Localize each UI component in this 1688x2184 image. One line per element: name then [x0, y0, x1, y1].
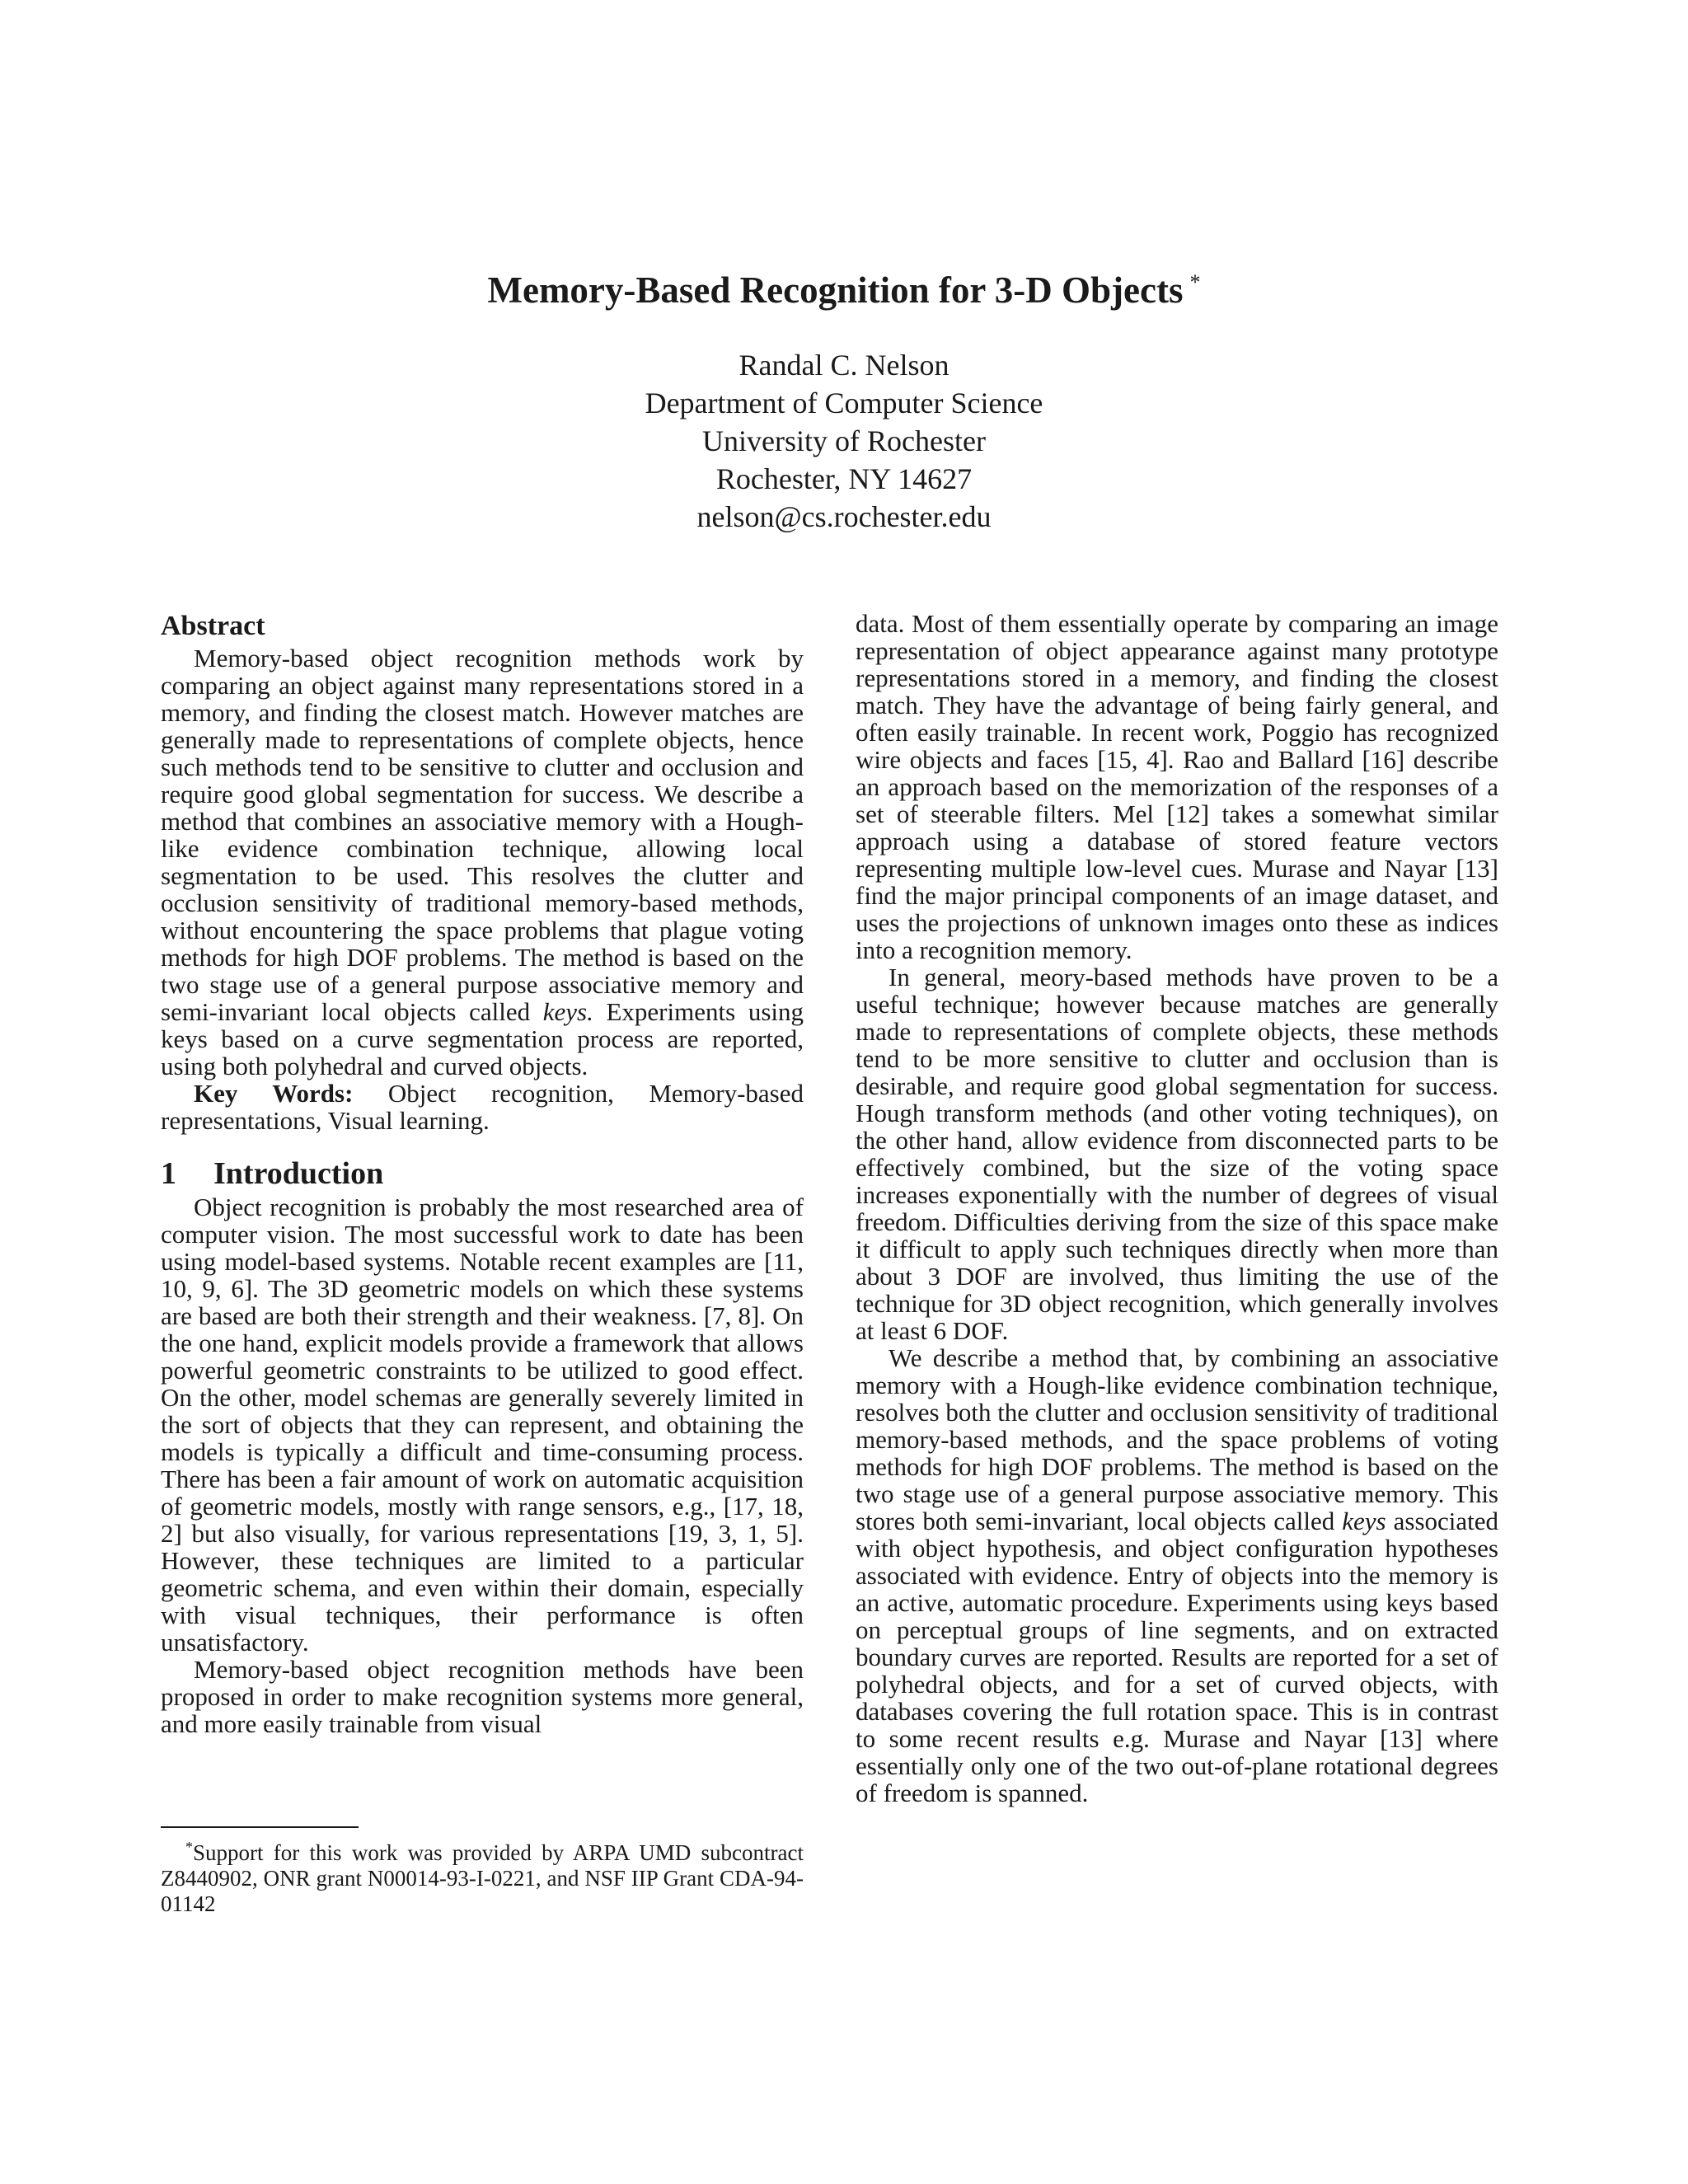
right-column — [856, 610, 1498, 1807]
section-number: 1 — [161, 1156, 176, 1191]
keywords-text: Object recognition, Memory-based representations, Visual learning. — [161, 1079, 804, 1135]
abstract-paragraph — [161, 644, 804, 1080]
intro-paragraph-3: In general, meory-based methods have proven to be a useful technique; however because matches are generally made to representations of complete objects, these methods tend to be more sensitive to clutter and occlusion than is desirable, and require good global segmentation for success. Hough transform methods (and other voting techniques), on the other hand, allow evidence from disconnected parts to be effectively combined, but the size of the voting space increases exponentially with the number of degrees of visual freedom. Difficulties deriving from the size of this space make it difficult to apply such techniques directly when more than about 3 DOF are involved, thus limiting the use of the technique for 3D object recognition, which generally involves at least 6 DOF. — [856, 963, 1498, 1345]
footnote — [161, 1835, 804, 1917]
keywords-paragraph — [161, 1080, 804, 1134]
section-heading-introduction — [161, 1155, 804, 1192]
intro-paragraph-1: Object recognition is probably the most researched area of computer vision. The most successful work to date has been using model-based systems. Notable recent examples are [11, 10, 9, 6]. The 3D geometric models on which these systems are based are both their strength and their weakness. [7, 8]. On the one hand, explicit models provide a framework that allows powerful geometric constraints to be utilized to good effect. On the other, model schemas are generally severely limited in the sort of objects that they can represent, and obtaining the models is typically a difficult and time-consuming process. There has been a fair amount of work on automatic acquisition of geometric models, mostly with range sensors, e.g., [17, 18, 2] but also visually, for various representations [19, 3, 1, 5]. However, these techniques are limited to a particular geometric schema, and even within their domain, especially with visual techniques, their performance is often unsatisfactory. — [161, 1193, 804, 1657]
section-title: Introduction — [213, 1156, 384, 1191]
intro-paragraph-4-part-a: We describe a method that, by combining an associative memory with a Hough-like evidence combination technique, resolves both the clutter and occlusion sensitivity of traditional memory-based methods, and the space problems of voting methods for high DOF problems. The method is based on the two stage use of a general purpose associative memory. This stores both semi-invariant, local objects called — [856, 1343, 1498, 1535]
author-university: University of Rochester — [702, 424, 986, 457]
footnote-text: Support for this work was provided by ARPA UMD subcontract Z8440902, ONR grant N00014-93-I-0221, and NSF IIP Grant CDA-94-01142 — [161, 1840, 804, 1916]
author-address: Rochester, NY 14627 — [715, 462, 973, 495]
footnote-mark: * — [185, 1839, 193, 1855]
abstract-emphasis: keys. — [542, 997, 593, 1026]
intro-paragraph-4 — [856, 1344, 1498, 1807]
author-name: Randal C. Nelson — [738, 349, 950, 382]
intro-paragraph-4-part-b: associated with object hypothesis, and object configuration hypotheses associated with evidence. Entry of objects into the memory is an active, automatic procedure. Experiments using keys based on perceptual groups of line segments, and on extracted boundary curves are reported. Results are reported for a set of polyhedral objects, and for a set of curved objects, with databases covering the full rotation space. This is in contrast to some recent results e.g. Murase and Nayar [13] where essentially only one of the two out-of-plane rotational degrees of freedom is spanned. — [856, 1507, 1499, 1807]
abstract-body-end: Experiments using keys based on a curve segmentation process are reported, using both polyhedral and curved objects. — [161, 997, 804, 1080]
abstract-body: Memory-based object recognition methods work by comparing an object against many representations stored in a memory, and finding the closest match. However matches are generally made to representations of complete objects, hence such methods tend to be sensitive to clutter and occlusion and require good global segmentation for success. We describe a method that combines an associative memory with a Hough-like evidence combination technique, allowing local segmentation to be used. This resolves the clutter and occlusion sensitivity of traditional memory-based methods, without encountering the space problems that plague voting methods for high DOF problems. The method is based on the two stage use of a general purpose associative memory and semi-invariant local objects called — [161, 644, 804, 1026]
author-department: Department of Computer Science — [645, 387, 1043, 419]
paper-title — [0, 260, 1688, 312]
footnote-rule — [161, 1826, 359, 1828]
abstract-heading: Abstract — [161, 611, 265, 641]
author-email: nelson@cs.rochester.edu — [696, 500, 992, 533]
author-block — [0, 346, 1688, 536]
left-column — [161, 610, 804, 1737]
keywords-label: Key Words: — [194, 1079, 354, 1108]
intro-paragraph-2-start: Memory-based object recognition methods have been proposed in order to make recognition systems more general, and more easily trainable from visual — [161, 1655, 804, 1738]
title-footnote-mark: * — [1189, 270, 1201, 294]
paper-title-text: Memory-Based Recognition for 3-D Objects — [487, 269, 1184, 311]
intro-paragraph-2-continued: data. Most of them essentially operate by comparing an image representation of object appearance against many prototype representations stored in a memory, and finding the closest match. They have the advantage of being fairly general, and often easily trainable. In recent work, Poggio has recognized wire objects and faces [15, 4]. Rao and Ballard [16] describe an approach based on the memorization of the responses of a set of steerable filters. Mel [12] takes a somewhat similar approach using a database of stored feature vectors representing multiple low-level cues. Murase and Nayar [13] find the major principal components of an image dataset, and uses the projections of unknown images onto these as indices into a recognition memory. — [856, 609, 1498, 964]
keys-emphasis: keys — [1342, 1507, 1386, 1535]
